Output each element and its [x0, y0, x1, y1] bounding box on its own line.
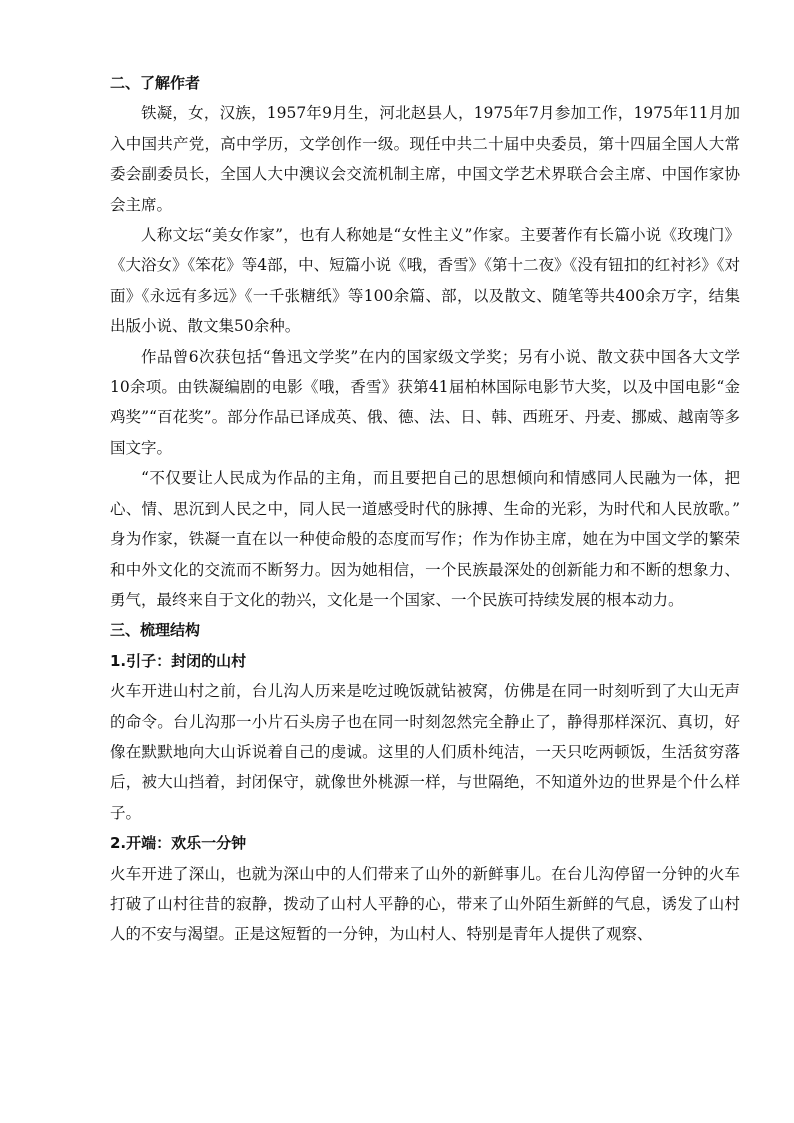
beginning-paragraph: 火车开进了深山，也就为深山中的人们带来了山外的新鲜事儿。在台儿沟停留一分钟的火车打破了山村往昔的寂静，拨动了山村人平静的心，带来了山外陌生新鲜的气息，诱发了山村人的不安与渴望。正是这短暂的一分钟，为山村人、特别是青年人提供了观察、 [110, 864, 740, 944]
subheading-prologue: 1.引子：封闭的山村 [110, 651, 247, 670]
author-paragraph-3: 作品曾6次获包括“鲁迅文学奖”在内的国家级文学奖；另有小说、散文获中国各大文学10余项。由铁凝编剧的电影《哦，香雪》获第41届柏林国际电影节大奖，以及中国电影“金鸡奖”“百花奖”。部分作品已译成英、俄、德、法、日、韩、西班牙、丹麦、挪威、越南等多国文字。 [110, 347, 740, 457]
section-heading-author: 二、了解作者 [110, 74, 201, 92]
author-paragraph-2: 人称文坛“美女作家”，也有人称她是“女性主义”作家。主要著作有长篇小说《玫瑰门》《大浴女》《笨花》等4部，中、短篇小说《哦，香雪》《第十二夜》《没有钮扣的红衬衫》《对面》《永远有多远》《一千张糖纸》等100余篇、部，以及散文、随笔等共400余万字，结集出版小说、散文集50余种。 [110, 226, 740, 336]
author-paragraph-4: “不仅要让人民成为作品的主角，而且要把自己的思想倾向和情感同人民融为一体，把心、情、思沉到人民之中，同人民一道感受时代的脉搏、生命的光彩，为时代和人民放歌。” 身为作家，铁凝一直在以一种使命般的态度而写作；作为作协主席，她在为中国文学的繁荣和中外文化的交流而不断努力。因为她相信，一个民族最深处的创新能力和不断的想象力、勇气，最终来自于文化的勃兴，文化是一个国家、一个民族可持续发展的根本动力。 [110, 469, 740, 609]
prologue-paragraph: 火车开进山村之前，台儿沟人历来是吃过晚饭就钻被窝，仿佛是在同一时刻听到了大山无声的命令。台儿沟那一小片石头房子也在同一时刻忽然完全静止了，静得那样深沉、真切，好像在默默地向大山诉说着自己的虔诚。这里的人们质朴纯洁，一天只吃两顿饭，生活贫穷落后，被大山挡着，封闭保守，就像世外桃源一样，与世隔绝，不知道外边的世界是个什么样子。 [110, 682, 740, 822]
subheading-beginning: 2.开端：欢乐一分钟 [110, 834, 247, 853]
author-paragraph-1: 铁凝，女，汉族，1957年9月生，河北赵县人，1975年7月参加工作，1975年11月加入中国共产党，高中学历，文学创作一级。现任中共二十届中央委员，第十四届全国人大常委会副委员长，全国人大中澳议会交流机制主席，中国文学艺术界联合会主席、中国作家协会主席。 [110, 104, 740, 214]
section-heading-structure: 三、梳理结构 [110, 621, 201, 640]
document-page [110, 68, 740, 950]
